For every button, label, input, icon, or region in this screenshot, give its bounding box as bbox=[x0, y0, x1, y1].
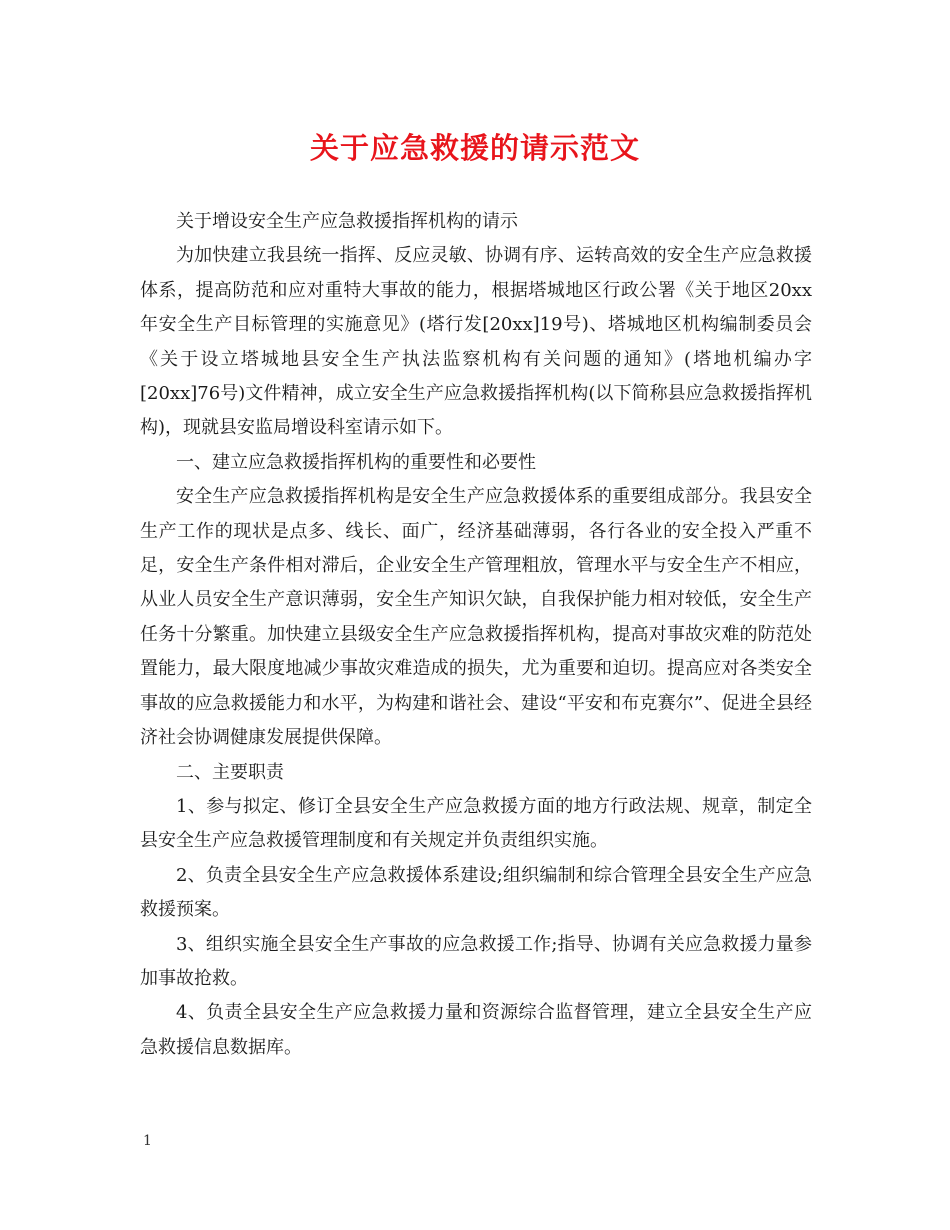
duty-item-2: 2、负责全县安全生产应急救援体系建设;组织编制和综合管理全县安全生产应急救援预案。 bbox=[140, 864, 812, 921]
section-heading-duties: 二、主要职责 bbox=[176, 761, 284, 783]
paragraph-importance: 安全生产应急救援指挥机构是安全生产应急救援体系的重要组成部分。我县安全生产工作的现状是点多、线长、面广，经济基础薄弱，各行各业的安全投入严重不足，安全生产条件相对滞后，企业安全生产管理粗放，管理水平与安全生产不相应，从业人员安全生产意识薄弱，安全生产知识欠缺，自我保护能力相对较低，安全生产任务十分繁重。加快建立县级安全生产应急救援指挥机构，提高对事故灾难的防范处置能力，最大限度地减少事故灾难造成的损失，尤为重要和迫切。提高应对各类安全事故的应急救援能力和水平，为构建和谐社会、建设“平安和布克赛尔”、促进全县经济社会协调健康发展提供保障。 bbox=[140, 486, 812, 749]
document-title: 关于应急救援的请示范文 bbox=[309, 131, 640, 165]
page-number: 1 bbox=[143, 1133, 152, 1149]
duty-item-1: 1、参与拟定、修订全县安全生产应急救援方面的地方行政法规、规章，制定全县安全生产应急救援管理制度和有关规定并负责组织实施。 bbox=[140, 795, 812, 852]
section-heading-importance: 一、建立应急救援指挥机构的重要性和必要性 bbox=[176, 451, 536, 473]
duty-item-4: 4、负责全县安全生产应急救援力量和资源综合监督管理，建立全县安全生产应急救援信息数据库。 bbox=[140, 1002, 812, 1058]
paragraph-intro: 为加快建立我县统一指挥、反应灵敏、协调有序、运转高效的安全生产应急救援体系，提高防范和应对重特大事故的能力，根据塔城地区行政公署《关于地区20xx年安全生产目标管理的实施意见》(塔行发[20xx]19号)、塔城地区机构编制委员会《关于设立塔城地县安全生产执法监察机构有关问题的通知》(塔地机编办字[20xx]76号)文件精神，成立安全生产应急救援指挥机构(以下简称县应急救援指挥机构)，现就县安监局增设科室请示如下。 bbox=[140, 245, 812, 439]
duty-item-3: 3、组织实施全县安全生产事故的应急救援工作;指导、协调有关应急救援力量参加事故抢救。 bbox=[140, 933, 812, 989]
paragraph-subject: 关于增设安全生产应急救援指挥机构的请示 bbox=[176, 211, 518, 232]
document-body bbox=[140, 205, 812, 1065]
